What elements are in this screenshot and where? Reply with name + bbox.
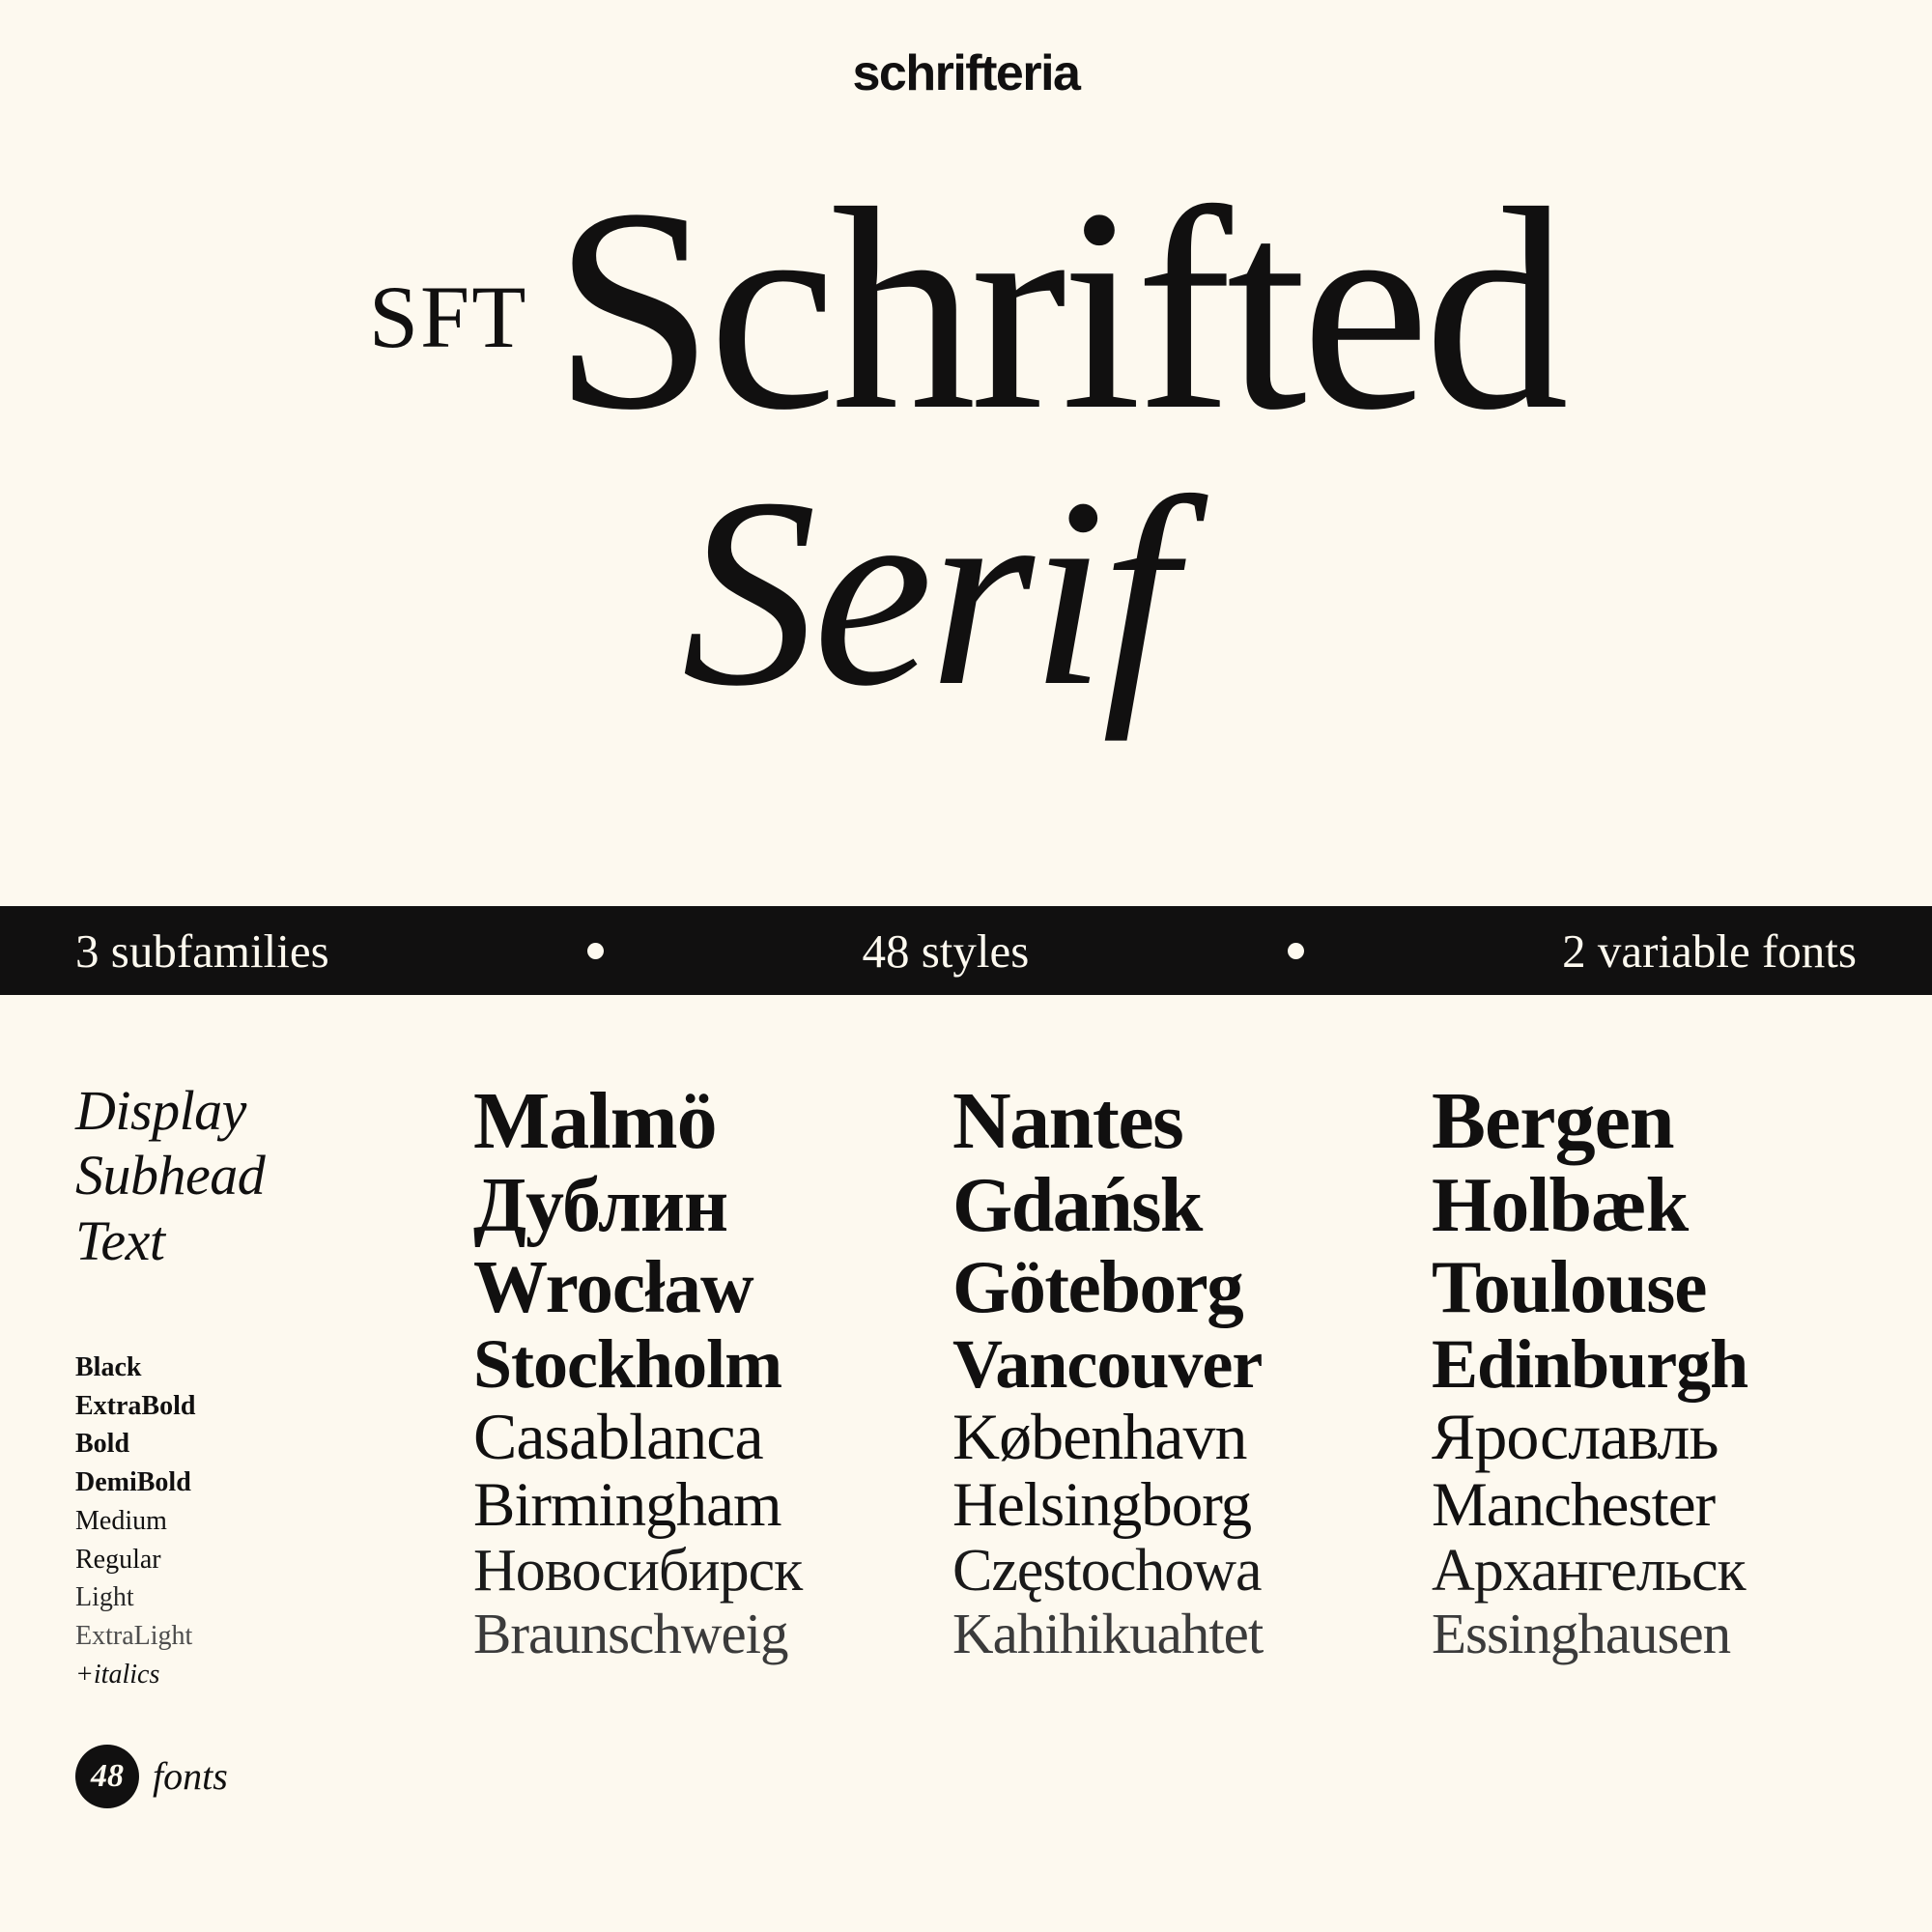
specimen-word: Bergen [1432, 1076, 1674, 1166]
weight-item: Light [75, 1582, 134, 1613]
weight-item: Regular [75, 1544, 161, 1575]
specimen-word: Göteborg [952, 1245, 1243, 1329]
specimen-word: Częstochowa [952, 1538, 1262, 1605]
specimen-word: Kahihikuahtet [952, 1601, 1264, 1665]
specimen-word: Архангельск [1432, 1538, 1746, 1605]
subfamily-subhead: Subhead [75, 1144, 266, 1208]
subfamily-display: Display [75, 1079, 246, 1142]
weight-item: DemiBold [75, 1467, 191, 1498]
feature-banner [0, 906, 1932, 995]
specimen-word: Toulouse [1432, 1245, 1707, 1329]
specimen-grid [452, 1078, 1874, 1932]
banner-subfamilies: 3 subfamilies [75, 923, 329, 978]
font-count-label: fonts [153, 1754, 228, 1799]
weight-list [75, 1349, 452, 1694]
banner-separator-dot-2 [1288, 943, 1304, 959]
specimen-word: Новосибирск [473, 1538, 803, 1605]
weight-item: ExtraLight [75, 1621, 193, 1652]
subfamily-list [75, 1078, 452, 1273]
left-info-column [75, 1078, 452, 1932]
banner-variable-fonts: 2 variable fonts [1562, 923, 1857, 978]
font-count-badge: 48 [75, 1745, 139, 1808]
specimen-column-2 [952, 1078, 1395, 1932]
specimen-word: Braunschweig [473, 1601, 788, 1665]
weight-item: ExtraBold [75, 1390, 196, 1421]
specimen-word: Holbæk [1432, 1162, 1689, 1248]
specimen-word: Edinburgh [1432, 1324, 1748, 1403]
banner-styles: 48 styles [862, 923, 1030, 978]
specimen-word: Birmingham [473, 1469, 781, 1540]
specimen-word: Malmö [473, 1076, 717, 1166]
weight-item: Medium [75, 1505, 167, 1536]
specimen-word: Manchester [1432, 1469, 1716, 1540]
subfamily-text: Text [75, 1208, 165, 1272]
specimen-word: Stockholm [473, 1324, 782, 1403]
specimen-word: Vancouver [952, 1324, 1263, 1403]
specimen-word: Wrocław [473, 1245, 753, 1329]
font-count [75, 1745, 452, 1808]
specimen-section [0, 995, 1932, 1932]
specimen-word: Gdańsk [952, 1162, 1202, 1248]
specimen-column-1 [473, 1078, 916, 1932]
hero-italic-word: Serif [681, 441, 1174, 742]
hero-line-1 [0, 149, 1932, 469]
banner-separator-dot-1 [587, 943, 604, 959]
specimen-word: Essinghausen [1432, 1601, 1731, 1665]
hero-main-word: Schrifted [553, 149, 1564, 469]
specimen-word: Ярославль [1432, 1399, 1719, 1473]
specimen-word: Casablanca [473, 1399, 763, 1473]
hero-prefix: SFT [368, 268, 528, 366]
weight-item: Black [75, 1351, 142, 1382]
weight-item: Bold [75, 1429, 130, 1460]
brand-logo: schrifteria [852, 45, 1080, 101]
hero-title [0, 149, 1932, 742]
specimen-word: København [952, 1399, 1247, 1473]
specimen-column-3 [1432, 1078, 1874, 1932]
specimen-word: Helsingborg [952, 1469, 1252, 1540]
specimen-word: Nantes [952, 1076, 1183, 1166]
specimen-word: Дублин [473, 1162, 728, 1248]
weight-item-italics: +italics [75, 1659, 160, 1690]
